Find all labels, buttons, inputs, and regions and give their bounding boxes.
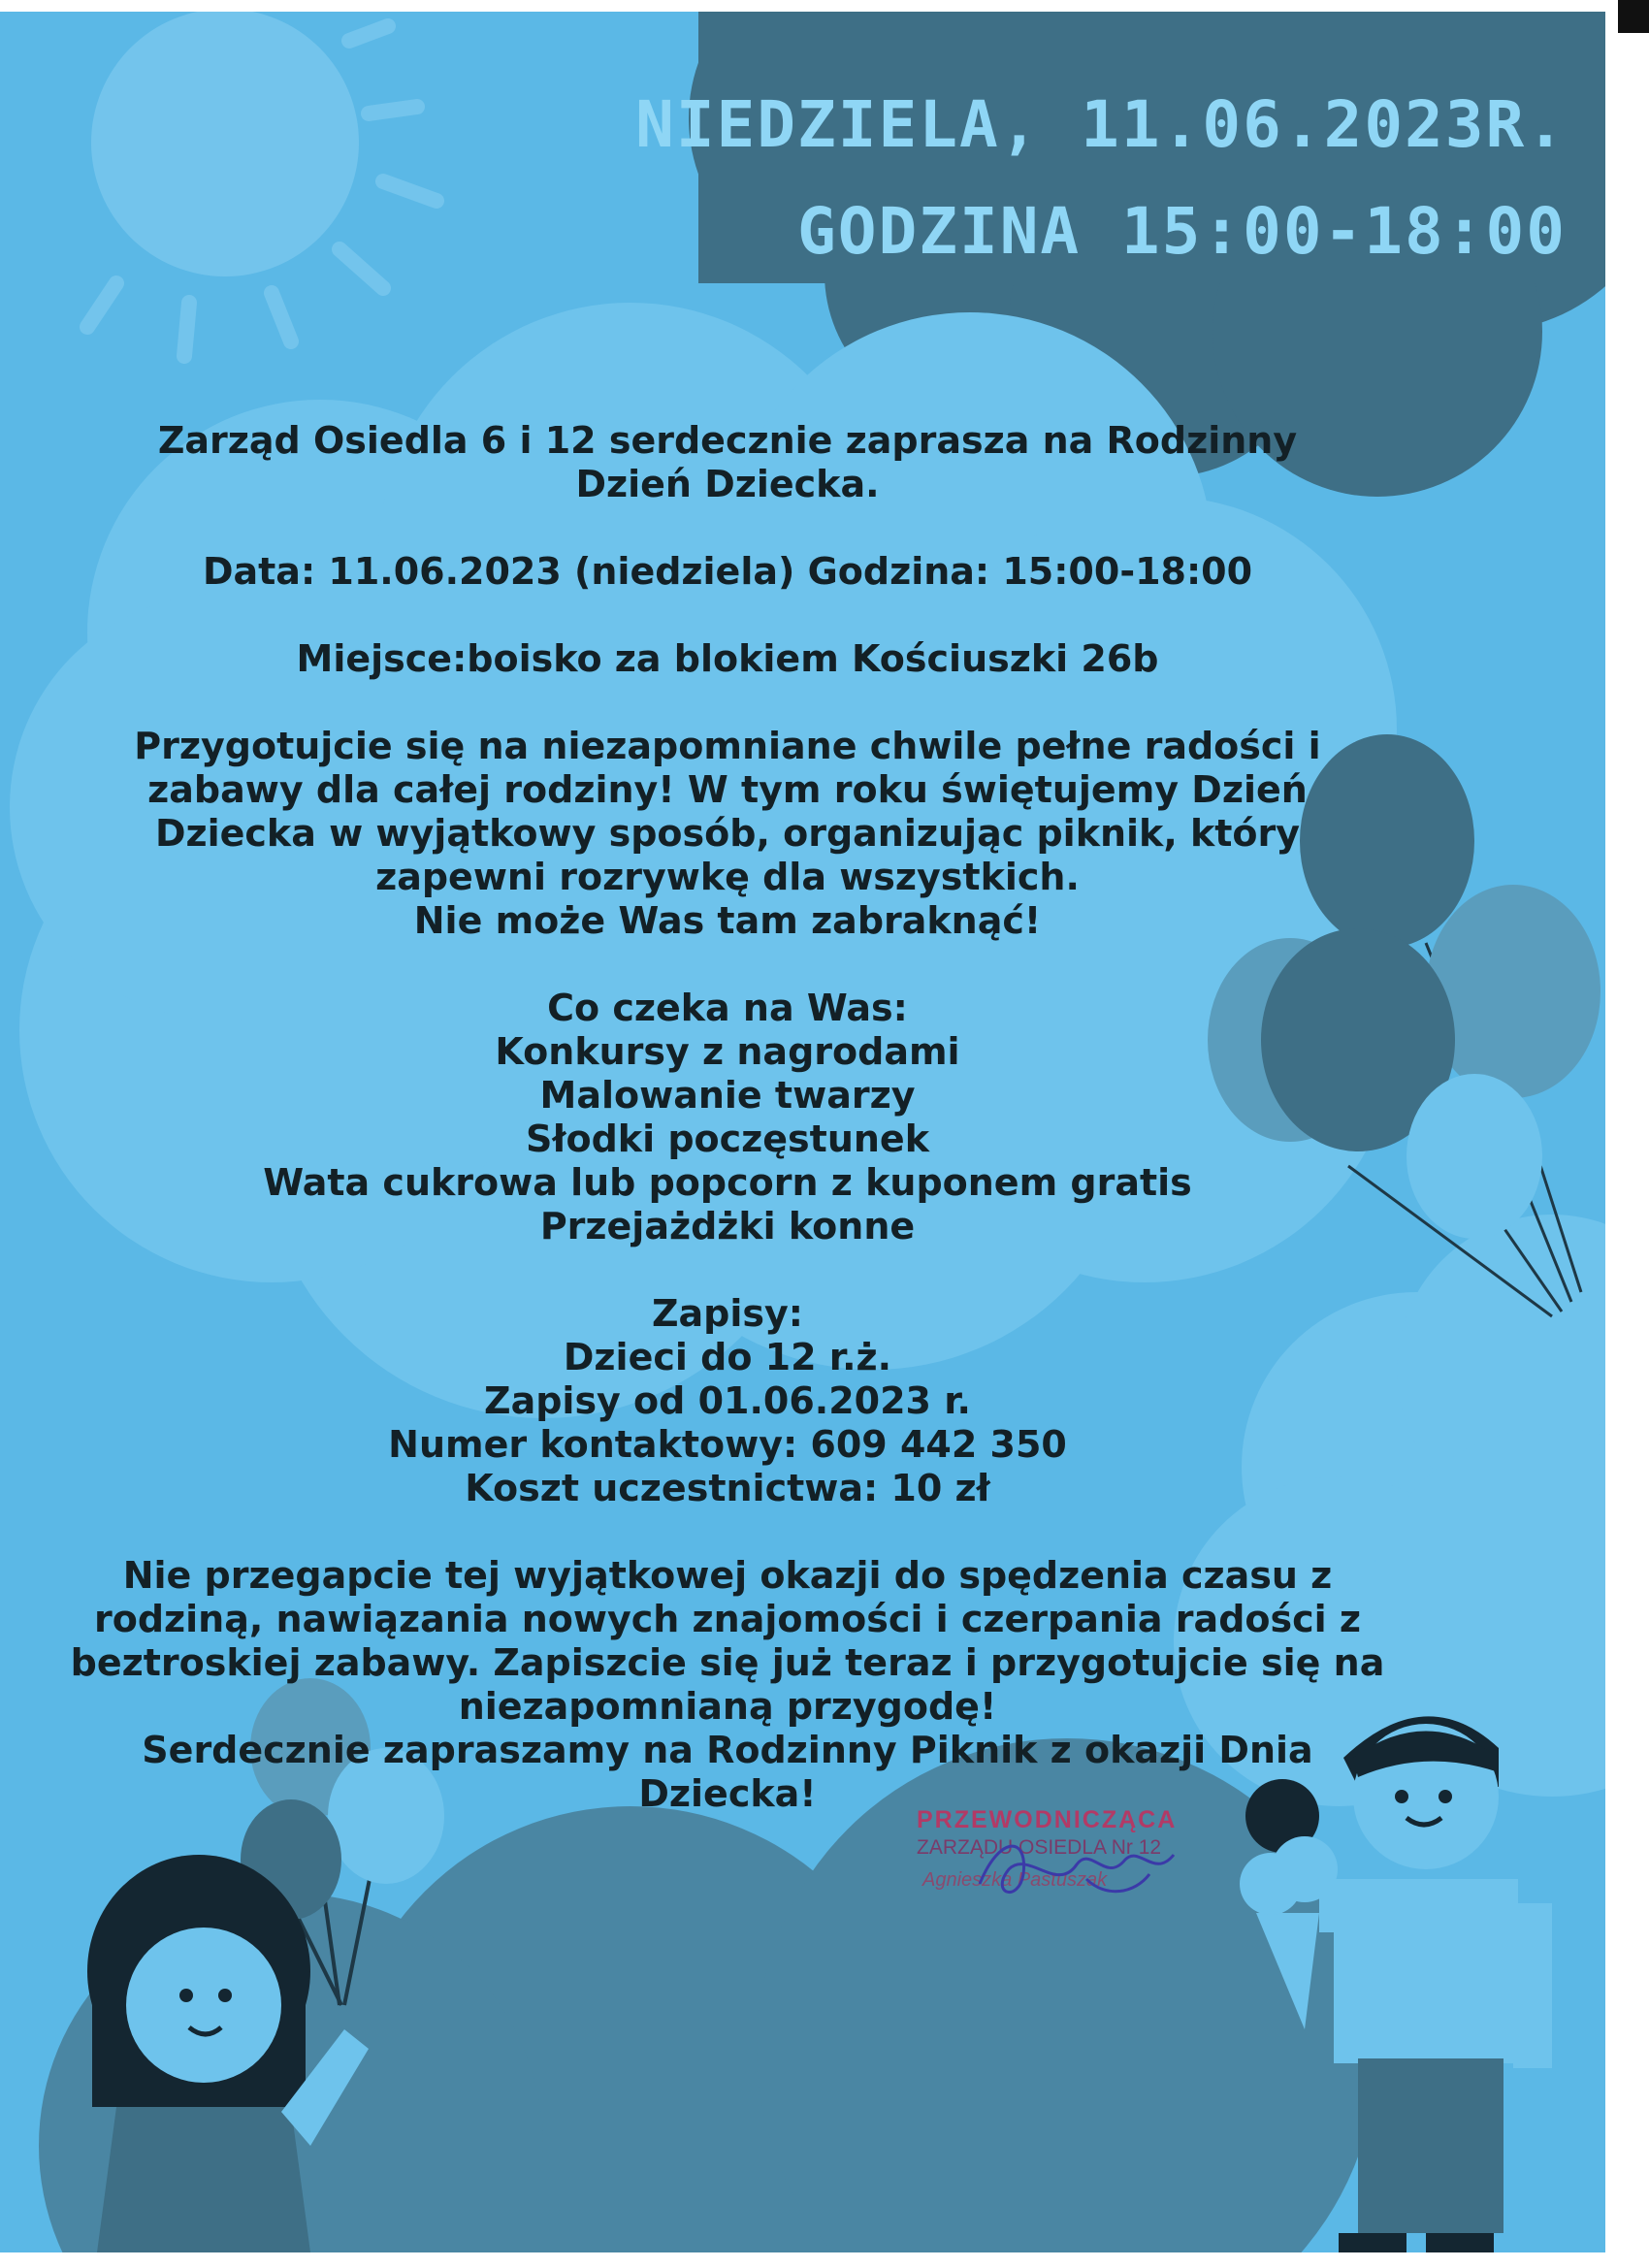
list-item: Wata cukrowa lub popcorn z kuponem gratis bbox=[263, 1161, 1192, 1204]
stamp-title: PRZEWODNICZĄCA bbox=[917, 1806, 1178, 1833]
registration-line: Dzieci do 12 r.ż. bbox=[563, 1336, 892, 1378]
registration-line: Numer kontaktowy: 609 442 350 bbox=[388, 1423, 1067, 1466]
attractions-list bbox=[39, 987, 1416, 1248]
list-item: Przejażdżki konne bbox=[539, 1205, 916, 1247]
closing-line: beztroskiej zabawy. Zapiszcie się już teraz i przygotujcie się na bbox=[70, 1641, 1385, 1684]
registration-info bbox=[39, 1292, 1416, 1510]
closing-line: niezapomnianą przygodę! bbox=[458, 1685, 997, 1728]
description bbox=[39, 725, 1416, 943]
headline-date: NIEDZIELA, 11.06.2023R. bbox=[635, 87, 1567, 162]
handwritten-signature bbox=[970, 1826, 1183, 1913]
registration-heading: Zapisy: bbox=[651, 1292, 803, 1335]
closing-line: rodziną, nawiązania nowych znajomości i czerpania radości z bbox=[93, 1598, 1362, 1640]
list-item: Konkursy z nagrodami bbox=[495, 1030, 960, 1073]
flyer-body bbox=[39, 419, 1416, 1816]
closing-line: Nie przegapcie tej wyjątkowej okazji do spędzenia czasu z bbox=[122, 1554, 1333, 1597]
description-line: zapewni rozrywkę dla wszystkich. bbox=[375, 856, 1080, 898]
closing-text bbox=[39, 1554, 1416, 1816]
intro-line: Dzień Dziecka. bbox=[575, 463, 880, 505]
intro-text bbox=[39, 419, 1416, 506]
list-item: Słodki poczęstunek bbox=[526, 1118, 929, 1160]
list-item: Malowanie twarzy bbox=[539, 1074, 916, 1117]
registration-line: Zapisy od 01.06.2023 r. bbox=[484, 1379, 971, 1422]
closing-line: Serdecznie zapraszamy na Rodzinny Piknik z okazji Dnia bbox=[142, 1729, 1313, 1771]
description-line: Dziecka w wyjątkowy sposób, organizując piknik, który bbox=[154, 812, 1301, 855]
sun-icon bbox=[87, 12, 436, 356]
headline-time: GODZINA 15:00-18:00 bbox=[797, 194, 1567, 269]
flyer bbox=[0, 12, 1605, 2252]
intro-line: Zarząd Osiedla 6 i 12 serdecznie zaprasza na Rodzinny bbox=[157, 419, 1298, 462]
place-line: Miejsce:boisko za blokiem Kościuszki 26b bbox=[296, 637, 1159, 680]
description-line: zabawy dla całej rodziny! W tym roku świętujemy Dzień bbox=[147, 768, 1308, 811]
stamp-subtitle: ZARZĄDU OSIEDLA Nr 12 bbox=[917, 1836, 1162, 1859]
description-line: Przygotujcie się na niezapomniane chwile pełne radości i bbox=[134, 725, 1321, 767]
closing-line: Dziecka! bbox=[638, 1772, 817, 1815]
date-line: Data: 11.06.2023 (niedziela) Godzina: 15:00-18:00 bbox=[202, 550, 1253, 593]
description-line: Nie może Was tam zabraknąć! bbox=[413, 899, 1042, 942]
attractions-heading: Co czeka na Was: bbox=[547, 987, 908, 1029]
scan-edge-mark bbox=[1618, 0, 1649, 33]
stamp-name: Agnieszka Pastuszak bbox=[922, 1869, 1108, 1891]
registration-line: Koszt uczestnictwa: 10 zł bbox=[465, 1467, 990, 1509]
